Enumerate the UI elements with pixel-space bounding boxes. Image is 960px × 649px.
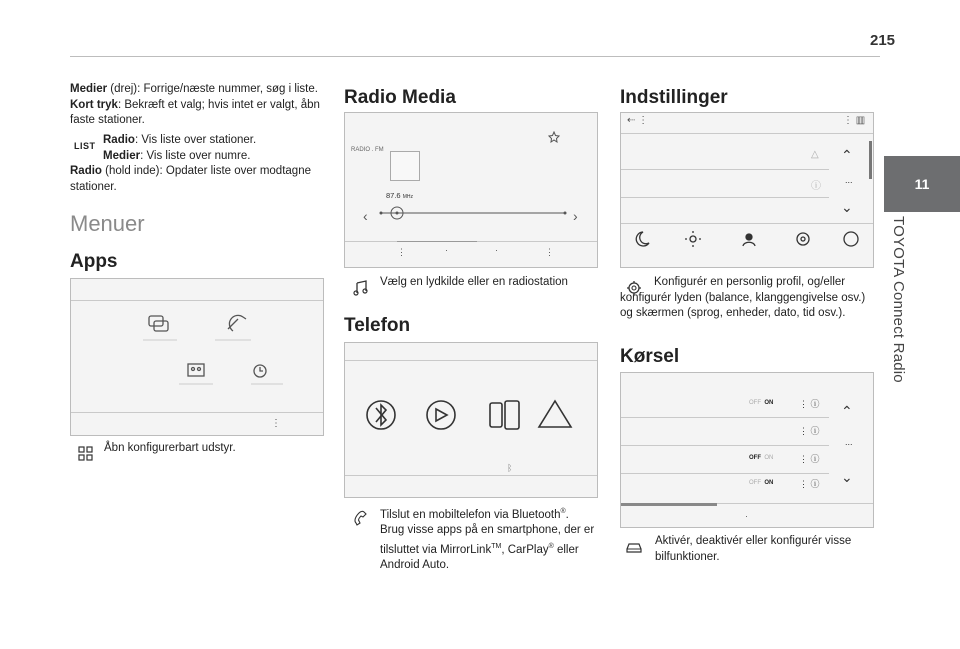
page-number: 215 [870,32,896,49]
scroll-down-button[interactable]: ⌄ [841,199,853,215]
settings-caption: Konfigurér en personlig profil, og/eller konfigurér lyden (balance, klanggengivelse osv.) og skærmen (sprog, enheder, dato, tid osv.). [620,276,866,319]
apps-screen [70,278,324,436]
chapter-title: TOYOTA Connect Radio [890,216,907,383]
phone-screen-icons [363,395,583,435]
grid-icon [78,446,94,462]
scroll-up-button[interactable]: ⌃ [841,147,853,163]
menus-heading: Menuer [70,211,145,236]
settings-top-icons[interactable]: ⋮ ▥ [843,115,866,126]
prev-station-button[interactable]: ‹ [363,208,368,224]
star-icon[interactable] [548,131,560,143]
chapter-tab[interactable]: 11 [884,156,960,212]
driving-caption: Aktivér, deaktivér eller konfigurér visse bilfunktioner. [655,535,852,563]
radio-source-label: RADIO . FM [351,147,384,153]
toggle-4[interactable]: OFF ON [749,480,774,486]
music-note-icon [353,280,369,296]
header-rule [70,56,880,57]
radio-media-heading: Radio Media [344,87,456,108]
row3-info-icon[interactable]: ⋮ ⓘ [799,454,820,464]
driving-screen: OFF ON OFF ON OFF ON ⋮ ⓘ ⋮ ⓘ ⋮ ⓘ ⋮ ⓘ ⌃ ... ⌄ · [620,372,874,528]
list-text: Radio: Vis liste over stationer. Medier: Vis liste over numre. [103,134,257,162]
row4-info-icon[interactable]: ⋮ ⓘ [799,479,820,489]
radio-caption: Vælg en lydkilde eller en radiostation [380,276,568,288]
album-art [390,151,420,181]
settings-screen [620,112,874,268]
settings-ellipsis: ... [845,175,853,185]
driving-scroll-up[interactable]: ⌃ [841,403,853,419]
toggle-1[interactable]: OFF ON [749,400,774,406]
phone-screen [344,342,598,498]
frequency-slider[interactable] [375,203,570,223]
warning-icon: △ [811,149,819,160]
row1-info-icon[interactable]: ⋮ ⓘ [799,399,820,409]
frequency-display: 87.6 MHz [386,191,413,200]
info-icon: ⓘ [811,181,821,192]
scrollbar[interactable] [869,141,872,179]
telefon-caption: Tilslut en mobiltelefon via Bluetooth®. Brug visse apps på en smartphone, der er tilsluttet via MirrorLink™, CarPlay® eller Android Auto. [380,508,595,572]
page-indicator [621,503,717,506]
apps-heading: Apps [70,251,118,272]
back-button[interactable]: ⇠ ⋮ [627,115,649,126]
radio-hold-text: Radio (hold inde): Opdater liste over modtagne stationer. [70,165,311,193]
next-station-button[interactable]: › [573,208,578,224]
intro-text: Medier (drej): Forrige/næste nummer, søg i liste. Kort tryk: Bekræft et valg; hvis intet er valgt, åbn faste stationer. [70,83,320,126]
telefon-heading: Telefon [344,315,411,336]
radio-menu-icon[interactable]: ⋮ [397,247,406,257]
radio-more-icon[interactable]: ⋮ [545,247,554,257]
settings-icon-row [631,229,861,249]
more-icon[interactable]: ⋮ [271,418,281,429]
bluetooth-status-icon: ᛒ [507,463,513,473]
driving-ellipsis: ... [845,437,853,447]
radio-screen: RADIO . FM 87.6 MHz ‹ › ⋮ · · ⋮ [344,112,598,268]
apps-caption: Åbn konfigurerbart udstyr. [104,442,236,454]
car-icon [625,540,643,554]
apps-icon-grid [143,309,283,389]
toggle-3[interactable]: OFF ON [749,455,774,461]
row2-info-icon[interactable]: ⋮ ⓘ [799,426,820,436]
settings-heading: Indstillinger [620,87,728,108]
driving-heading: Kørsel [620,346,680,367]
list-button-icon: LIST [74,141,96,151]
driving-scroll-down[interactable]: ⌄ [841,469,853,485]
